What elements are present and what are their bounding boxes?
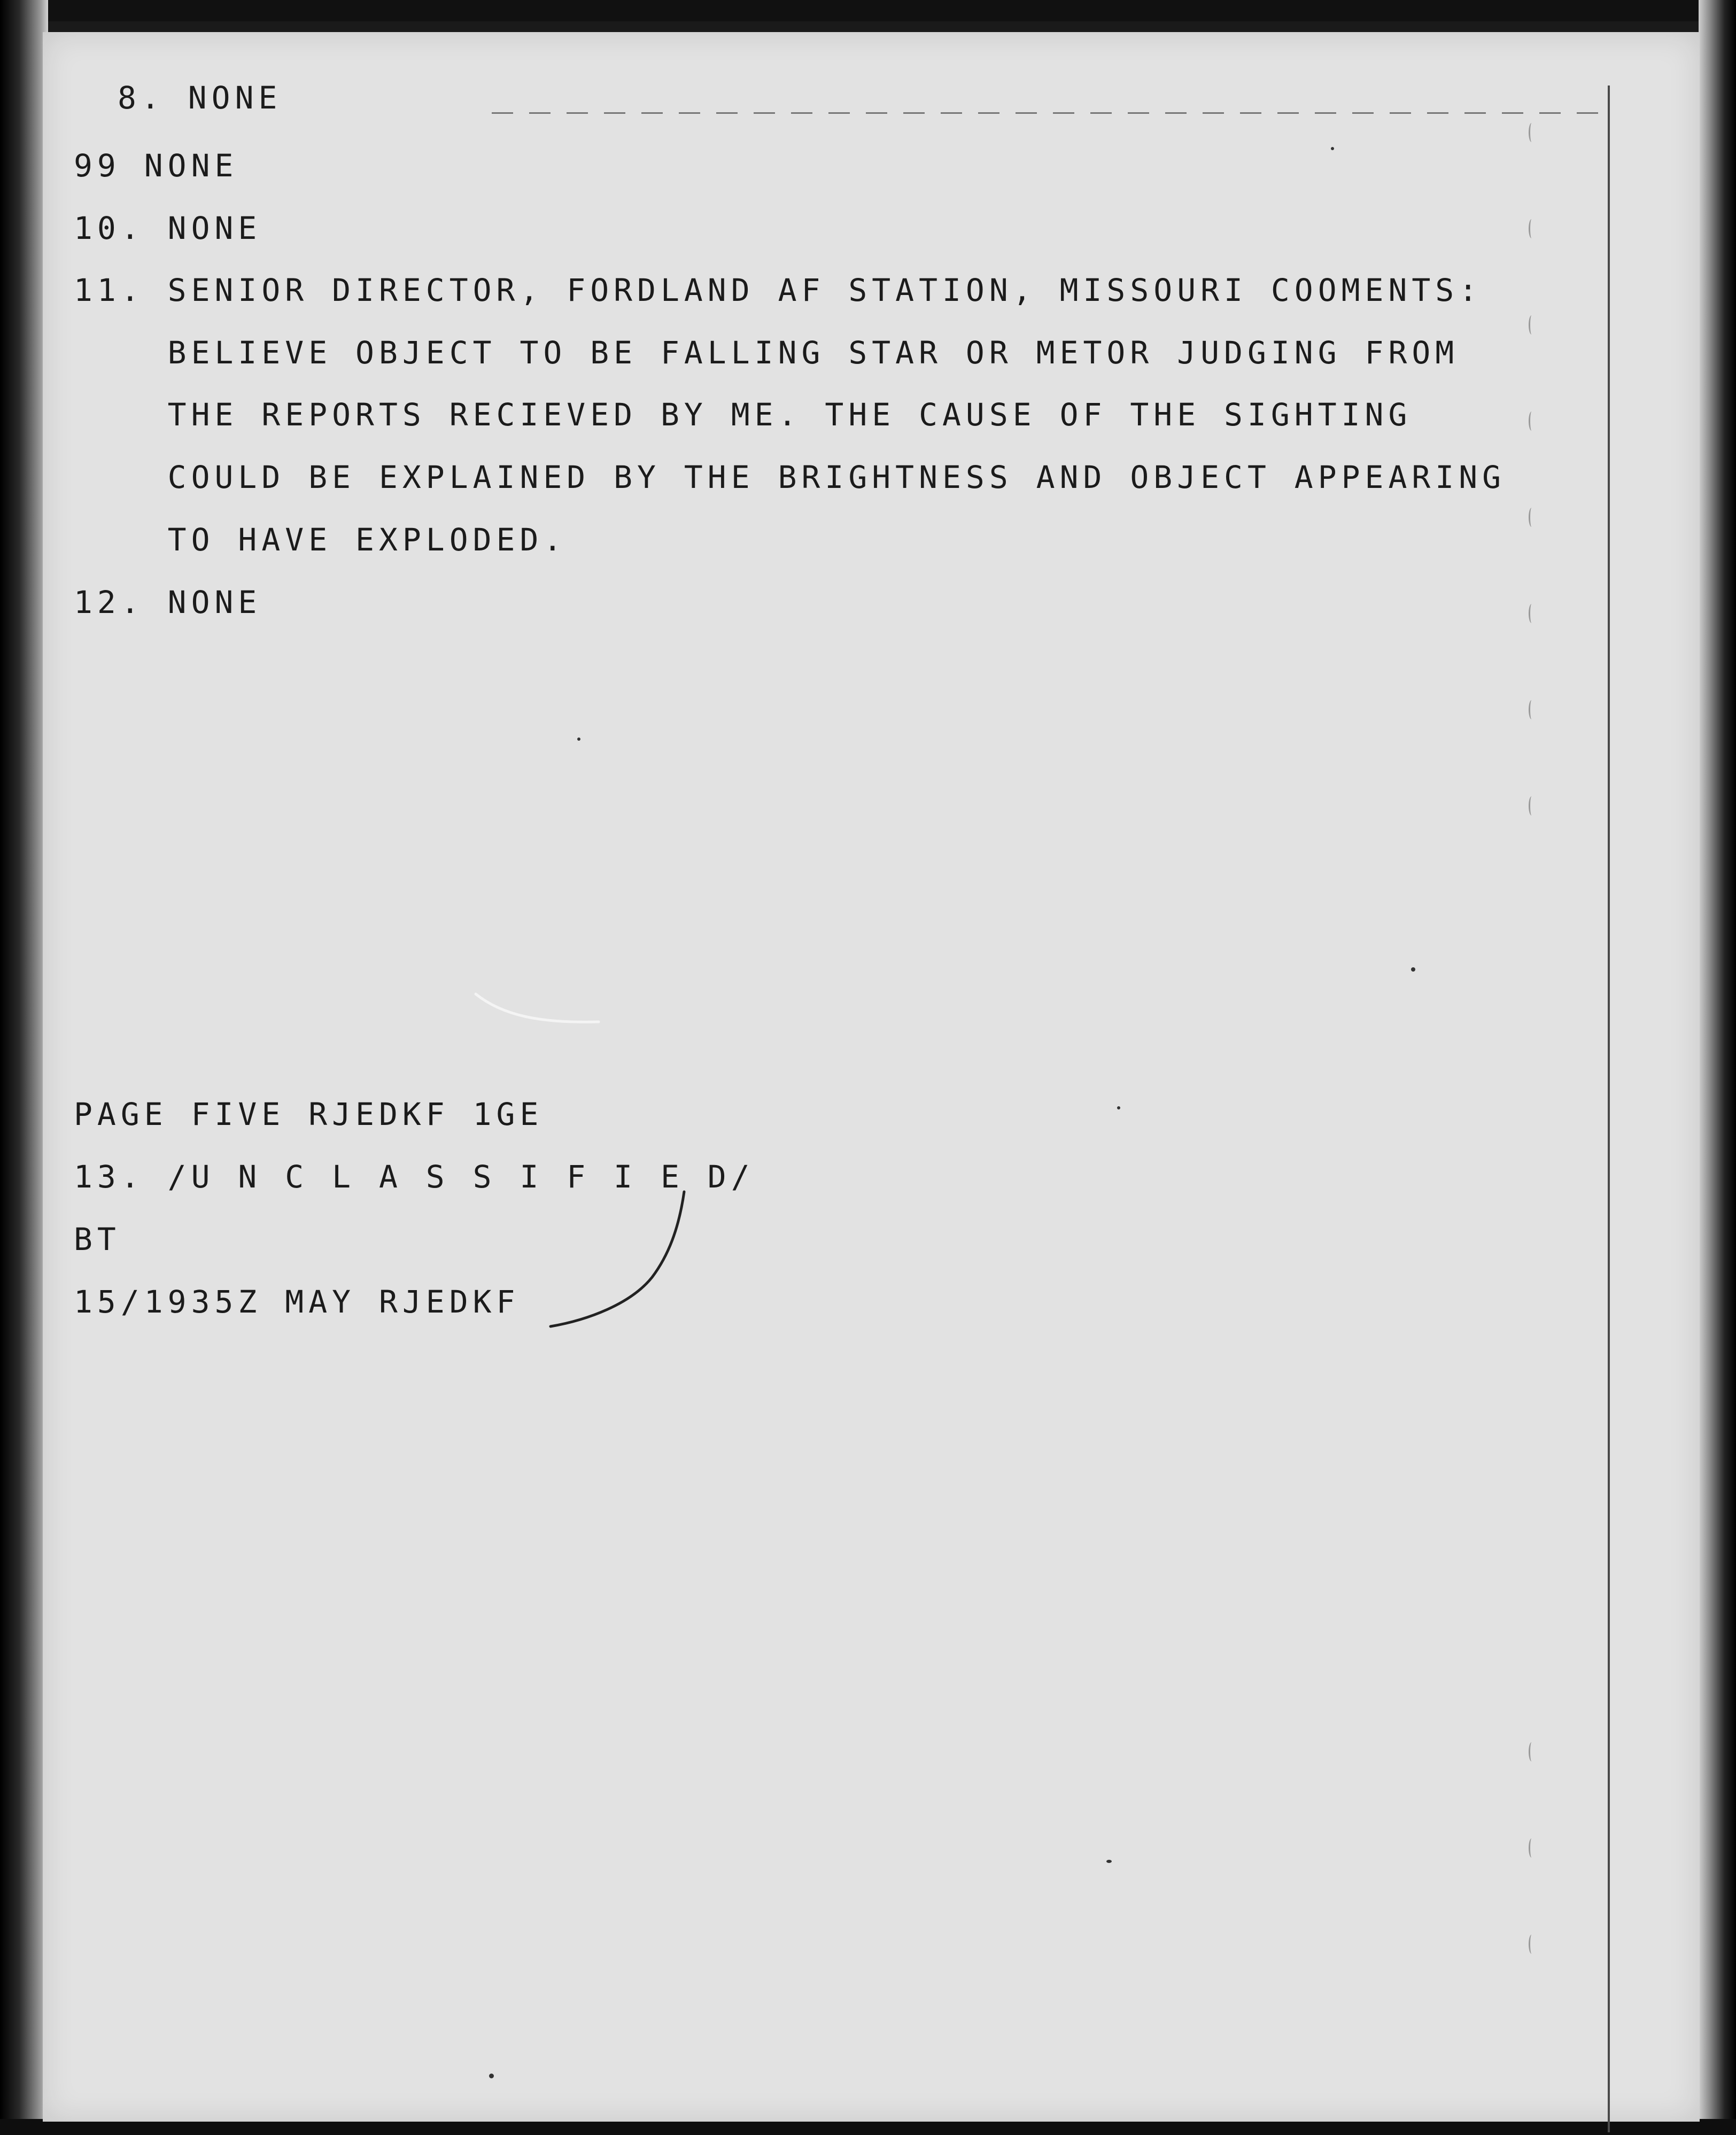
classification-line: 13. /U N C L A S S I F I E D/ <box>74 1159 755 1195</box>
speck <box>577 737 580 741</box>
cut-off-line <box>118 80 282 117</box>
document-page <box>43 32 1700 2122</box>
cut-off-text: 8. NONE <box>118 80 282 116</box>
item-11-line-4: COULD BE EXPLAINED BY THE BRIGHTNESS AND OBJECT APPEARING <box>74 459 1506 495</box>
date-time-group: 15/1935Z MAY RJEDKF <box>74 1284 520 1320</box>
item-11-line-3: THE REPORTS RECIEVED BY ME. THE CAUSE OF THE SIGHTING <box>74 397 1412 433</box>
speck <box>1411 967 1415 972</box>
scan-scratch <box>470 989 609 1031</box>
item-11-line-2: BELIEVE OBJECT TO BE FALLING STAR OR METOR JUDGING FROM <box>74 335 1459 371</box>
item-9: 99 NONE <box>74 147 238 184</box>
item-12: 12. NONE <box>74 584 262 620</box>
speck <box>1331 147 1334 150</box>
item-10: 10. NONE <box>74 210 262 246</box>
scan-border-top <box>0 0 1736 21</box>
speck <box>1117 1106 1120 1109</box>
item-11: 11. SENIOR DIRECTOR, FORDLAND AF STATION, MISSOURI COOMENTS: <box>74 272 1483 308</box>
scan-border-left <box>0 0 48 2135</box>
right-margin-rule <box>1608 86 1610 2132</box>
scan-border-right <box>1699 0 1736 2135</box>
speck <box>1106 1860 1112 1863</box>
page-header: PAGE FIVE RJEDKF 1GE <box>74 1096 544 1132</box>
top-dashed-rule <box>492 112 1614 114</box>
item-11-line-5: TO HAVE EXPLODED. <box>74 522 567 558</box>
bt-line: BT <box>74 1221 121 1257</box>
handwritten-stroke <box>545 1186 706 1347</box>
speck <box>489 2074 494 2078</box>
